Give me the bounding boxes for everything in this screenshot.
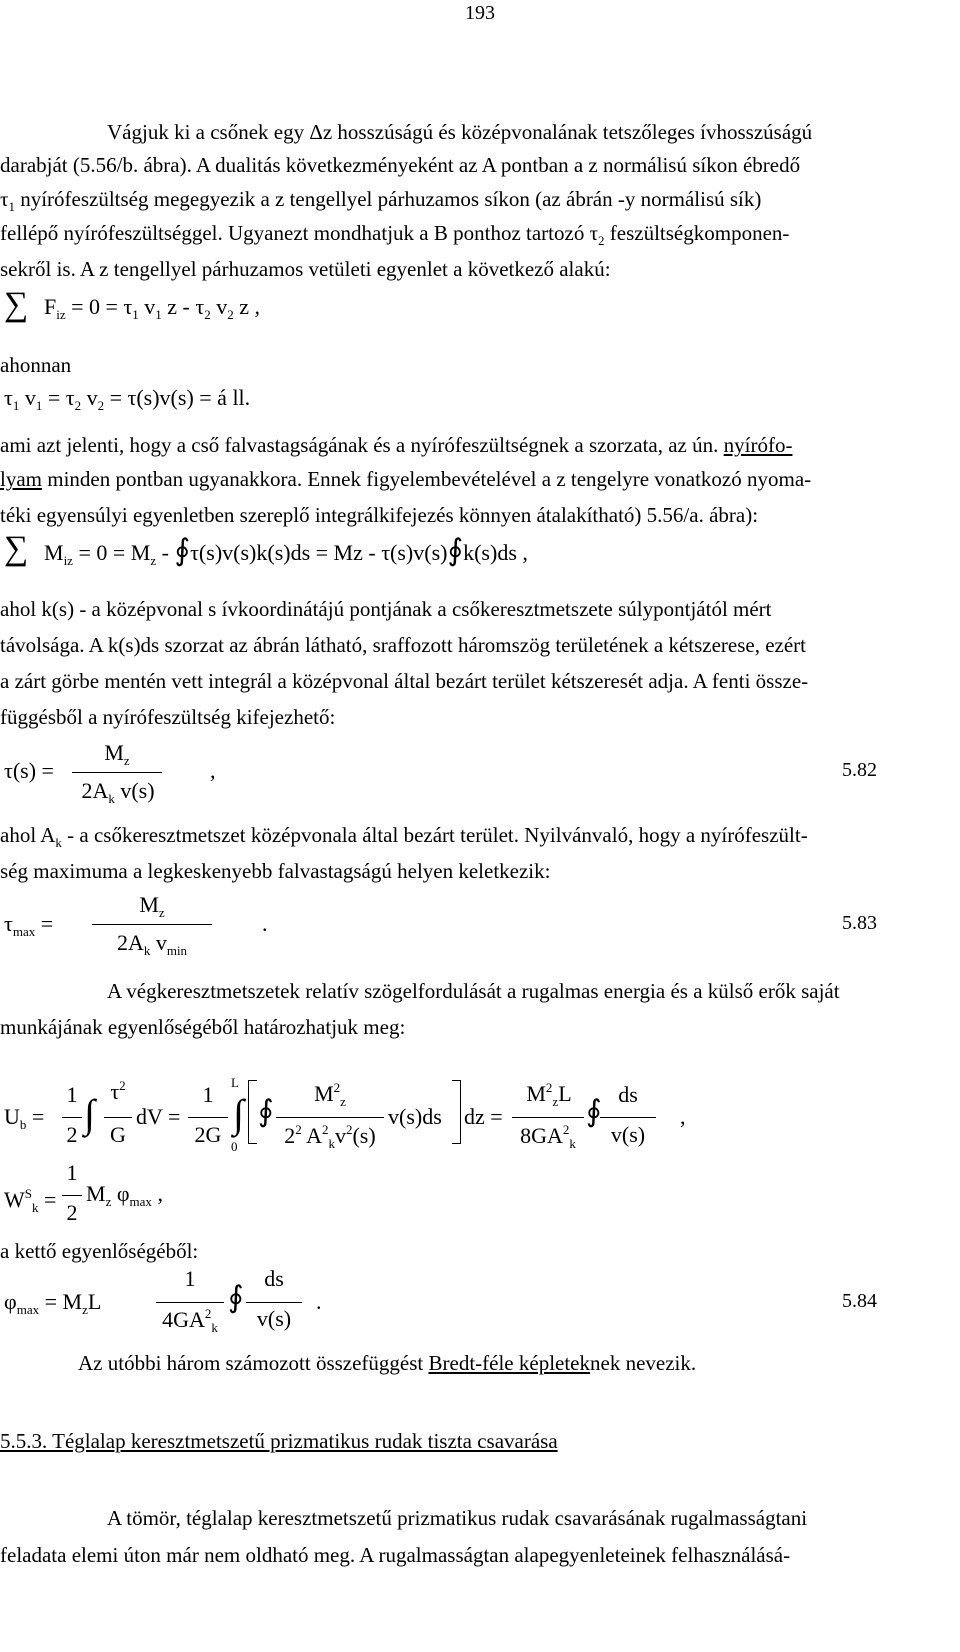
- text: ahol A: [0, 823, 56, 847]
- eq-text: ,: [157, 1181, 163, 1206]
- p2-line2: [0, 466, 811, 492]
- subscript: z: [150, 553, 157, 568]
- eq-text: M: [314, 1081, 334, 1106]
- fraction-numerator: 1: [184, 1266, 196, 1291]
- eq-text: W: [4, 1187, 25, 1212]
- p5-line2: munkájának egyenlőségéből határozhatjuk meg:: [0, 1015, 406, 1039]
- eq-text: τ: [110, 1079, 120, 1104]
- text: ami azt jelenti, hogy a cső falvastagságának és a nyírófeszültségnek a szorzata, az ún.: [0, 433, 719, 457]
- subscript: z: [340, 1094, 346, 1109]
- subscript: min: [166, 943, 188, 958]
- equation-moment-balance: [44, 534, 528, 575]
- superscript: 2: [333, 1080, 341, 1095]
- tau-symbol: τ: [0, 187, 9, 211]
- subscript: max: [16, 1302, 40, 1317]
- eq-text: z ,: [239, 294, 260, 319]
- lower-limit: 0: [231, 1139, 238, 1154]
- eq-text: 4GA: [162, 1307, 205, 1332]
- eq-text: v: [86, 385, 98, 410]
- equation-force-balance: [44, 293, 260, 329]
- subscript: iz: [63, 553, 73, 568]
- subscript: 1: [132, 307, 139, 322]
- subscript: z: [82, 1302, 88, 1317]
- p2-line1: [0, 432, 792, 458]
- fraction-numerator: [515, 1080, 583, 1110]
- eq-text: 2A: [81, 778, 109, 803]
- eq-text: = τ: [47, 385, 75, 410]
- subscript: 1: [35, 398, 43, 413]
- eq-text: 2A: [116, 930, 144, 955]
- eq-U: [4, 1103, 44, 1139]
- subscript: k: [143, 943, 151, 958]
- superscript: 2: [119, 1078, 126, 1093]
- text: nyírófeszültség megegyezik a z tengellyel párhuzamos síkon (az ábrán -y normálisú sík): [14, 187, 762, 211]
- subscript: 1: [12, 398, 20, 413]
- subscript: z: [105, 1194, 112, 1209]
- contour-integral-symbol: ∮: [586, 1095, 602, 1128]
- subscript: max: [12, 924, 36, 939]
- p3-line1: ahol k(s) - a középvonal s ívkoordinátájú pontjának a csőkeresztmetszete súlypontjától mért: [0, 597, 772, 621]
- eq-dot: .: [316, 1289, 322, 1314]
- subscript: k: [211, 1320, 218, 1335]
- subscript: k: [32, 1200, 39, 1215]
- eq-W: [4, 1180, 56, 1222]
- page-number: 193: [465, 2, 495, 24]
- subscript: 1: [155, 307, 162, 322]
- subscript: b: [19, 1117, 27, 1132]
- fraction-numerator: [104, 1078, 132, 1105]
- subscript: k: [55, 835, 62, 850]
- eq-text: φ: [116, 1181, 130, 1206]
- superscript: 2: [321, 1122, 329, 1137]
- eq-text: = τ(s)v(s) = á ll.: [109, 385, 251, 410]
- eq-lhs: [4, 910, 53, 946]
- eq-text: z - τ: [167, 294, 205, 319]
- upper-limit: L: [231, 1075, 239, 1090]
- text: Az utóbbi három számozott összefüggést: [78, 1351, 429, 1375]
- fraction-bar: [600, 1117, 656, 1118]
- subscript: 2: [204, 307, 211, 322]
- fraction-bar: [512, 1117, 584, 1118]
- equation-number: 5.82: [842, 759, 877, 781]
- p3-line3: a zárt görbe mentén vett integrál a középvonal által bezárt terület kétszeresét adja. A fenti össze-: [0, 669, 809, 693]
- eq-text: (s): [352, 1123, 376, 1148]
- eq-text: -: [161, 540, 169, 565]
- fraction-denominator: v(s): [610, 1122, 646, 1147]
- eq-text: =: [31, 1104, 45, 1129]
- eq-text: M: [86, 1181, 106, 1206]
- eq-dz: dz =: [464, 1104, 503, 1129]
- fraction-bar: [246, 1302, 302, 1303]
- fraction-numerator: ds: [618, 1082, 638, 1107]
- p1-line2: darabját (5.56/b. ábra). A dualitás következményeként az A pontban a z normálisú síkon ébredő: [0, 153, 801, 177]
- p3-line2: távolsága. A k(s)ds szorzat az ábrán látható, sraffozott háromszög területének a kétszerese, ezért: [0, 633, 807, 657]
- p1-line5: sekről is. A z tengellyel párhuzamos vetületi egyenlet a következő alakú:: [0, 257, 611, 281]
- eq-text: v: [216, 294, 228, 319]
- fraction-bar: [62, 1117, 82, 1118]
- fraction-bar: [104, 1117, 132, 1118]
- subscript: 1: [8, 199, 15, 214]
- sigma-symbol: ∑: [4, 530, 29, 567]
- subscript: 2: [227, 307, 234, 322]
- eq-text: L: [87, 1289, 102, 1314]
- eq-vsds: v(s)ds: [388, 1104, 442, 1129]
- right-bracket: [452, 1080, 461, 1144]
- fraction-bar: [188, 1117, 228, 1118]
- subscript: 2: [74, 398, 82, 413]
- eq-phi: [4, 1288, 101, 1324]
- eq-text: F: [44, 294, 57, 319]
- fraction-denominator: 2G: [194, 1122, 222, 1147]
- eq-text: M: [139, 892, 159, 917]
- fraction-denominator: G: [110, 1122, 126, 1147]
- fraction-bar: [156, 1302, 224, 1303]
- fraction-numerator: 1: [202, 1082, 214, 1107]
- eq-text: M: [526, 1081, 546, 1106]
- kettő-text: a kettő egyenlőségéből:: [0, 1239, 199, 1263]
- subscript: iz: [56, 307, 66, 322]
- ahonnan-text: ahonnan: [0, 353, 72, 377]
- fraction-bar: [72, 772, 162, 773]
- eq-text: v: [144, 294, 156, 319]
- eq-comma: ,: [680, 1104, 686, 1129]
- eq-lhs: τ(s) =: [4, 758, 54, 783]
- term-link[interactable]: Bredt-féle képletek: [428, 1351, 590, 1375]
- text: minden pontban ugyanakkora. Ennek figyelembevételével a z tengelyre vonatkozó nyoma-: [42, 467, 812, 491]
- fraction-denominator: [508, 1122, 588, 1152]
- fraction-denominator: 2: [66, 1122, 78, 1147]
- superscript: 2: [562, 1122, 570, 1137]
- subscript: z: [123, 753, 130, 768]
- fraction-denominator: [66, 778, 170, 807]
- fraction-denominator: [270, 1122, 390, 1152]
- p5-line1: A végkeresztmetszetek relatív szögelfordulását a rugalmas energia és a külső erők saját: [107, 979, 840, 1003]
- p2-line3: téki egyensúlyi egyenletben szereplő integrálkifejezés könnyen átalakítható) 5.56/a. ábra):: [0, 503, 759, 527]
- p4-line2: ség maximuma a legkeskenyebb falvastagságú helyen keletkezik:: [0, 859, 551, 883]
- eq-text: 8GA: [520, 1123, 563, 1148]
- eq-dot: .: [262, 911, 268, 936]
- eq-dV: dV =: [136, 1104, 181, 1129]
- subscript: max: [129, 1194, 152, 1209]
- eq-comma: ,: [210, 758, 216, 783]
- eq-text: L: [558, 1081, 572, 1106]
- eq-text: M: [44, 540, 64, 565]
- eq-text: =: [40, 911, 54, 936]
- eq-text: τ: [4, 385, 13, 410]
- fraction-numerator: 1: [66, 1160, 78, 1185]
- eq-text: = 0 = τ: [71, 294, 133, 319]
- eq-text: v(s): [114, 778, 155, 803]
- p7-line1: A tömör, téglalap keresztmetszetű prizmatikus rudak csavarásának rugalmasságtani: [107, 1506, 808, 1530]
- text: feszültségkomponen-: [604, 221, 790, 245]
- eq-text: = M: [44, 1289, 83, 1314]
- superscript: S: [24, 1186, 32, 1201]
- subscript: k: [569, 1136, 576, 1151]
- contour-integral-symbol: ∮: [447, 534, 464, 567]
- text: - a csőkeresztmetszet középvonala által bezárt terület. Nyilvánvaló, hogy a nyírófeszült-: [61, 823, 808, 847]
- eq-text: M: [104, 740, 124, 765]
- fraction-bar: [92, 924, 212, 925]
- integral-symbol: ∫: [233, 1091, 244, 1136]
- eq-text: k(s)ds: [463, 540, 517, 565]
- fraction-denominator: [92, 930, 212, 959]
- p7-line2: feladata elemi úton már nem oldható meg. A rugalmasságtan alapegyenleteinek felhasználásá-: [0, 1543, 791, 1567]
- subscript: k: [328, 1136, 335, 1151]
- eq-text: τ(s)v(s)k(s)ds = Mz - τ(s)v(s): [190, 540, 448, 565]
- subscript: 2: [97, 398, 105, 413]
- p3-line4: függésből a nyírófeszültség kifejezhető:: [0, 705, 336, 729]
- contour-integral-symbol: ∮: [228, 1281, 244, 1314]
- eq-text: v: [150, 930, 167, 955]
- contour-integral-symbol: ∮: [174, 534, 191, 567]
- p1-line3: [0, 186, 761, 220]
- eq-text: =: [44, 1187, 57, 1212]
- subscript: 2: [598, 233, 605, 248]
- eq-text: 2: [284, 1123, 296, 1148]
- eq-text: v: [24, 385, 36, 410]
- contour-integral-symbol: ∮: [258, 1095, 274, 1128]
- fraction-denominator: [152, 1306, 228, 1336]
- term-link[interactable]: nyírófo-: [723, 433, 793, 457]
- superscript: 2: [345, 1122, 353, 1137]
- integral-symbol: ∫: [84, 1091, 95, 1136]
- eq-text: A: [301, 1123, 322, 1148]
- superscript: 2: [204, 1306, 212, 1321]
- superscript: 2: [545, 1080, 553, 1095]
- fraction-denominator: v(s): [256, 1306, 292, 1331]
- p1-line1: Vágjuk ki a csőnek egy Δz hosszúságú és középvonalának tetszőleges ívhosszúságú: [107, 120, 813, 144]
- equation-shear-flow: [4, 384, 250, 420]
- term-link[interactable]: lyam: [0, 467, 42, 491]
- eq-text: U: [4, 1104, 20, 1129]
- fraction-numerator: [92, 892, 212, 921]
- section-heading: 5.5.3. Téglalap keresztmetszetű prizmatikus rudak tiszta csavarása: [0, 1429, 558, 1453]
- fraction-bar: [62, 1195, 82, 1196]
- text: fellépő nyírófeszültséggel. Ugyanezt mondhatjuk a B ponthoz tartozó τ: [0, 221, 599, 245]
- equation-number: 5.84: [842, 1290, 877, 1312]
- subscript: k: [108, 791, 115, 806]
- eq-text: τ: [4, 911, 13, 936]
- p6-line: [78, 1350, 696, 1376]
- left-bracket: [248, 1080, 257, 1144]
- sigma-symbol: ∑: [4, 286, 29, 323]
- fraction-numerator: ds: [264, 1266, 284, 1291]
- eq-text: = 0 = M: [78, 540, 151, 565]
- fraction-denominator: 2: [66, 1200, 78, 1225]
- fraction-bar: [276, 1117, 384, 1118]
- eq-rhs: [86, 1180, 163, 1216]
- p4-line1: [0, 822, 808, 856]
- superscript: 2: [295, 1122, 302, 1137]
- fraction-numerator: 1: [66, 1082, 78, 1107]
- eq-text: ,: [522, 540, 528, 565]
- p1-line4: [0, 220, 789, 254]
- fraction-numerator: [72, 740, 162, 769]
- text: nek nevezik.: [590, 1351, 697, 1375]
- subscript: z: [552, 1094, 559, 1109]
- eq-text: v: [334, 1123, 346, 1148]
- subscript: z: [158, 905, 165, 920]
- fraction-numerator: [276, 1080, 384, 1110]
- eq-text: φ: [4, 1289, 17, 1314]
- equation-number: 5.83: [842, 912, 877, 934]
